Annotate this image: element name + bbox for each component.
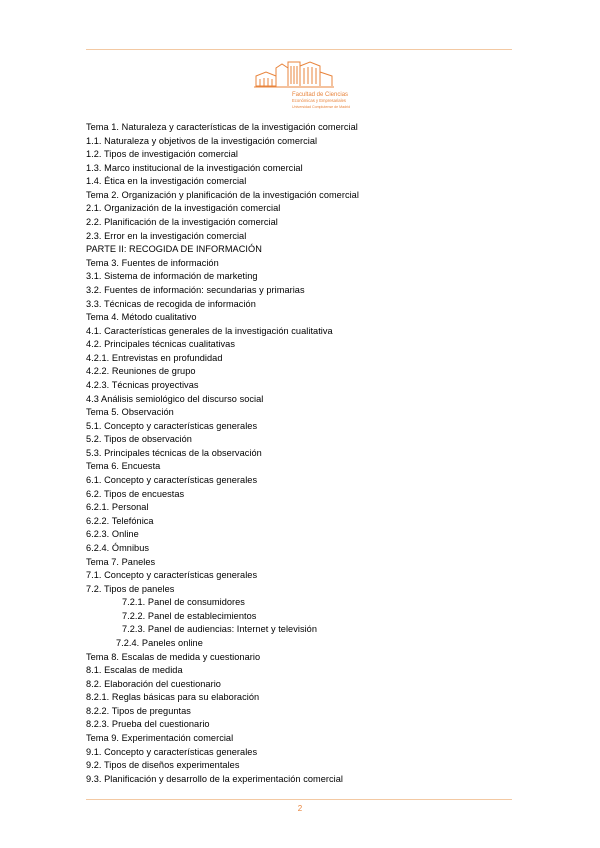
toc-line: 9.1. Concepto y características generales xyxy=(86,746,258,757)
toc-line: Tema 3. Fuentes de información xyxy=(86,257,219,268)
toc-line: 6.2.1. Personal xyxy=(86,502,149,513)
toc-line: Tema 4. Método cualitativo xyxy=(86,312,197,323)
toc-line: 1.3. Marco institucional de la investigación comercial xyxy=(86,162,303,173)
toc-line: 2.1. Organización de la investigación comercial xyxy=(86,203,281,214)
toc-line: 4.2.3. Técnicas proyectivas xyxy=(86,379,199,390)
toc-line: 8.1. Escalas de medida xyxy=(86,665,183,676)
logo-line-1: Facultad de Ciencias xyxy=(292,92,349,98)
toc-line: Tema 9. Experimentación comercial xyxy=(86,733,234,744)
toc-line: 8.2.2. Tipos de preguntas xyxy=(86,705,191,716)
toc-line: 5.2. Tipos de observación xyxy=(86,434,192,445)
faculty-logo xyxy=(252,58,351,114)
toc-line: 6.2. Tipos de encuestas xyxy=(86,488,185,499)
toc-line: 2.3. Error en la investigación comercial xyxy=(86,230,247,241)
toc-line: 9.2. Tipos de diseños experimentales xyxy=(86,760,240,771)
toc-line: 4.2.2. Reuniones de grupo xyxy=(86,366,196,377)
logo-line-3: Universidad Complutense de Madrid xyxy=(292,105,351,109)
toc-line: 1.1. Naturaleza y objetivos de la investigación comercial xyxy=(86,135,318,146)
toc-line: 7.2.4. Paneles online xyxy=(116,637,203,648)
toc-line: 6.2.4. Ómnibus xyxy=(86,542,150,553)
toc-line: Tema 2. Organización y planificación de la investigación comercial xyxy=(86,189,359,200)
toc-line: 4.2. Principales técnicas cualitativas xyxy=(86,339,235,350)
toc-line: 5.3. Principales técnicas de la observación xyxy=(86,447,262,458)
toc-line: 2.2. Planificación de la investigación comercial xyxy=(86,217,278,228)
faculty-building-logo-icon xyxy=(252,58,351,114)
toc-line: Tema 7. Paneles xyxy=(86,556,156,567)
toc-line: 7.2. Tipos de paneles xyxy=(86,583,175,594)
toc-line: 9.3. Planificación y desarrollo de la experimentación comercial xyxy=(86,773,343,784)
toc-line: 4.2.1. Entrevistas en profundidad xyxy=(86,352,223,363)
footer-rule xyxy=(86,799,512,800)
toc-line: 1.2. Tipos de investigación comercial xyxy=(86,149,238,160)
toc-line: 1.4. Ética en la investigación comercial xyxy=(86,176,247,187)
toc-line: 7.2.1. Panel de consumidores xyxy=(122,597,245,608)
toc-line: 7.2.2. Panel de establecimientos xyxy=(122,610,257,621)
toc-line: Tema 1. Naturaleza y características de la investigación comercial xyxy=(86,122,358,132)
header-rule xyxy=(86,49,512,50)
toc-line: 8.2. Elaboración del cuestionario xyxy=(86,678,221,689)
toc-line: 6.2.3. Online xyxy=(86,529,139,540)
toc-line: 6.2.2. Telefónica xyxy=(86,515,154,526)
page-number: 2 xyxy=(297,804,303,813)
toc-line: Tema 8. Escalas de medida y cuestionario xyxy=(86,651,261,662)
toc-line: 3.3. Técnicas de recogida de información xyxy=(86,298,256,309)
logo-line-2: Económicas y Empresariales xyxy=(292,98,346,103)
toc-part-heading: PARTE II: RECOGIDA DE INFORMACIÓN xyxy=(86,244,262,255)
toc-line: 8.2.1. Reglas básicas para su elaboración xyxy=(86,692,260,703)
toc-line: 3.1. Sistema de información de marketing xyxy=(86,271,258,282)
toc-line: 8.2.3. Prueba del cuestionario xyxy=(86,719,210,730)
toc-line: 6.1. Concepto y características generales xyxy=(86,475,258,486)
table-of-contents xyxy=(86,121,526,786)
toc-line: 7.1. Concepto y características generales xyxy=(86,570,258,581)
toc-line: 4.3 Análisis semiológico del discurso social xyxy=(86,393,264,404)
toc-line: 5.1. Concepto y características generales xyxy=(86,420,258,431)
toc-line: 3.2. Fuentes de información: secundarias y primarias xyxy=(86,284,305,295)
toc-line: Tema 6. Encuesta xyxy=(86,461,161,472)
toc-line: 7.2.3. Panel de audiencias: Internet y televisión xyxy=(122,624,318,635)
toc-line: Tema 5. Observación xyxy=(86,407,174,418)
toc-line: 4.1. Características generales de la investigación cualitativa xyxy=(86,325,333,336)
